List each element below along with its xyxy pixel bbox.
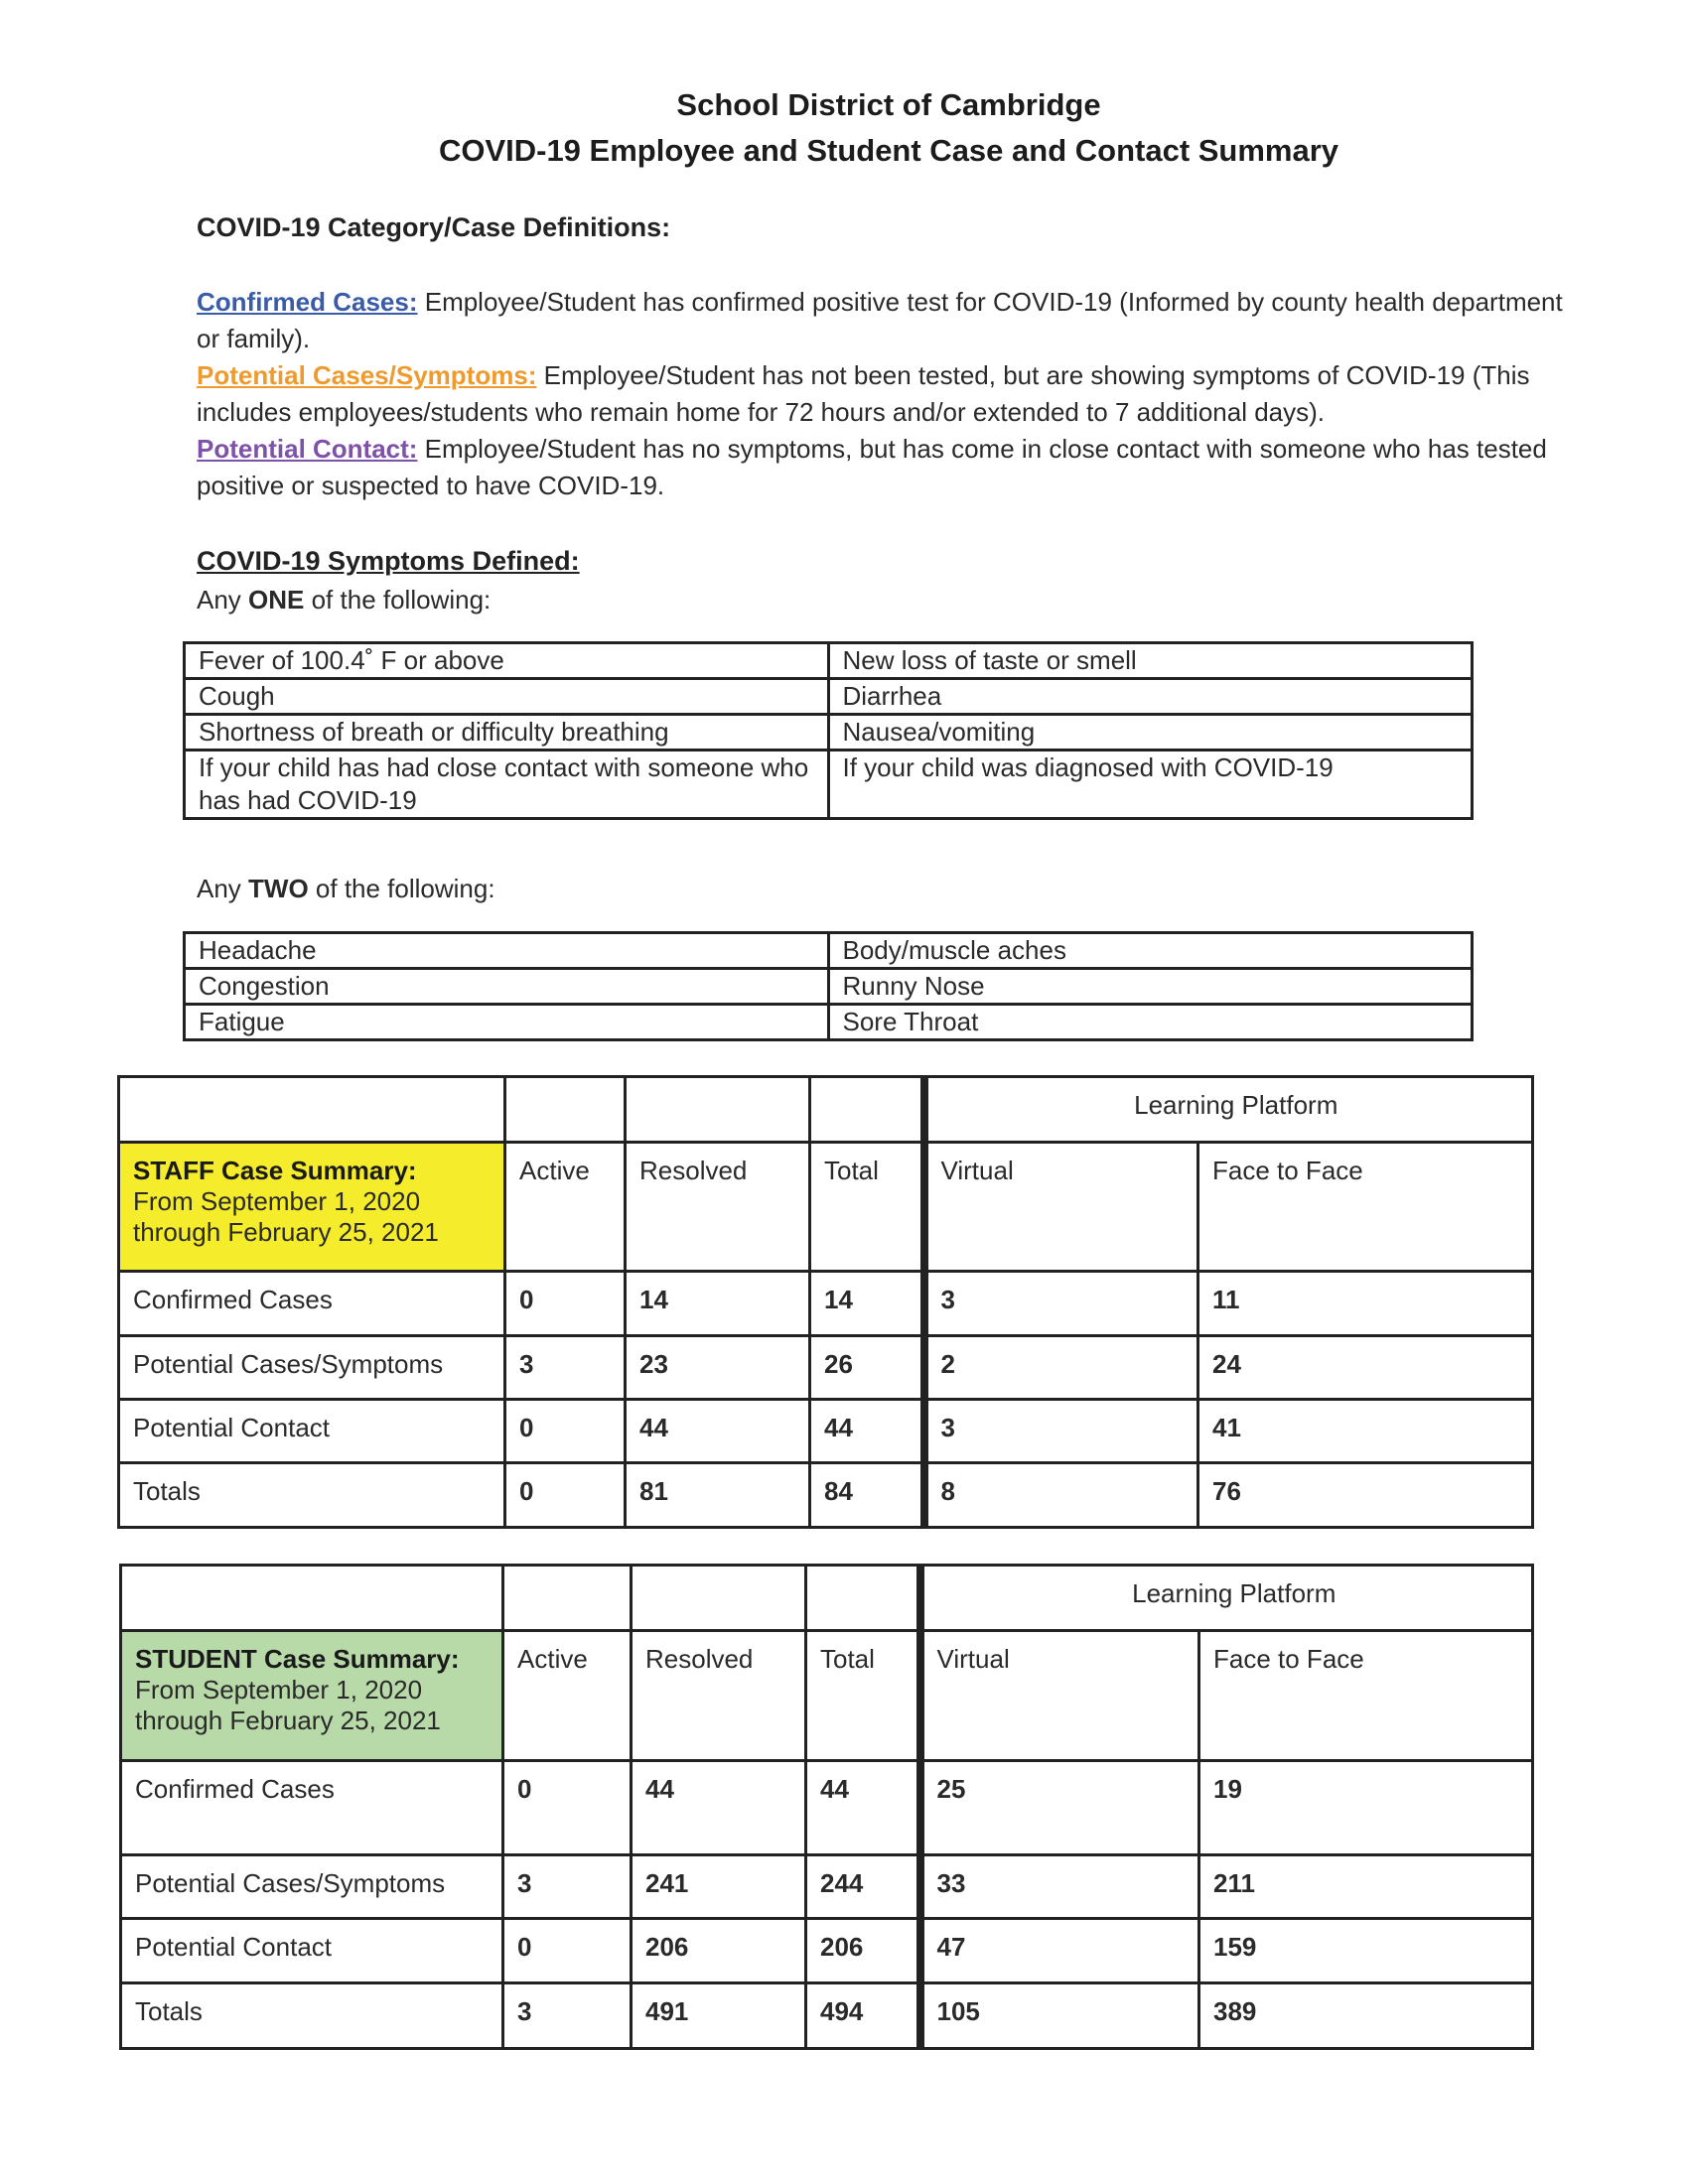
definition-term-potential-cases: Potential Cases/Symptoms: [197, 360, 537, 390]
column-header-virtual: Virtual [924, 1143, 1198, 1272]
table-cell: 389 [1199, 1983, 1533, 2049]
column-header-active: Active [505, 1143, 626, 1272]
table-row [121, 1566, 1533, 1631]
definition-text-potential-contact: Employee/Student has no symptoms, but has come in close contact with someone who has tested positive or suspected to have COVID-19. [197, 434, 1547, 500]
table-cell: 3 [505, 1336, 626, 1400]
table-cell: Body/muscle aches [828, 933, 1473, 969]
table-cell: 494 [806, 1983, 920, 2049]
staff-summary-title-bold: STAFF Case Summary: [133, 1156, 417, 1185]
any-two-label [197, 874, 495, 904]
table-cell: New loss of taste or smell [828, 643, 1473, 679]
table-cell: 3 [503, 1855, 632, 1919]
table-cell: 491 [632, 1983, 806, 2049]
table-cell: If your child has had close contact with someone who has had COVID-19 [185, 751, 829, 819]
table-cell: 44 [632, 1761, 806, 1855]
any-two-prefix: Any [197, 874, 249, 903]
column-header-virtual: Virtual [920, 1631, 1199, 1761]
table-row [185, 969, 1473, 1005]
table-cell: Cough [185, 679, 829, 715]
table-cell: 41 [1198, 1400, 1533, 1463]
table-row [119, 1272, 1533, 1336]
table-cell: Runny Nose [828, 969, 1473, 1005]
any-one-suffix: of the following: [304, 585, 492, 614]
any-one-prefix: Any [197, 585, 249, 614]
any-two-bold: TWO [248, 874, 309, 903]
row-label-totals: Totals [121, 1983, 503, 2049]
learning-platform-header: Learning Platform [924, 1077, 1533, 1143]
table-row [185, 715, 1473, 751]
staff-summary-date-from: From September 1, 2020 [133, 1186, 421, 1216]
column-header-total: Total [806, 1631, 920, 1761]
symptoms-heading: COVID-19 Symptoms Defined: [197, 546, 580, 576]
document-subtitle: COVID-19 Employee and Student Case and Contact Summary [438, 133, 1339, 168]
column-header-face-to-face: Face to Face [1199, 1631, 1533, 1761]
table-cell: 241 [632, 1855, 806, 1919]
student-summary-table [119, 1564, 1534, 2050]
table-cell: 244 [806, 1855, 920, 1919]
table-row [119, 1400, 1533, 1463]
table-cell: 14 [810, 1272, 924, 1336]
table-row [121, 1983, 1533, 2049]
staff-summary-table [117, 1075, 1534, 1529]
table-cell: 0 [505, 1463, 626, 1528]
any-one-label [197, 585, 491, 615]
symptoms-table-one [183, 641, 1474, 820]
definition-confirmed [197, 284, 1567, 357]
table-cell: 0 [505, 1272, 626, 1336]
definition-potential-contact [197, 431, 1567, 504]
table-cell: 0 [503, 1919, 632, 1983]
column-header-active: Active [503, 1631, 632, 1761]
row-label-potential-cases: Potential Cases/Symptoms [121, 1855, 503, 1919]
table-row [119, 1143, 1533, 1272]
table-row [121, 1919, 1533, 1983]
any-two-suffix: of the following: [308, 874, 495, 903]
table-row [121, 1631, 1533, 1761]
table-cell: 76 [1198, 1463, 1533, 1528]
table-cell: 24 [1198, 1336, 1533, 1400]
student-summary-date-from: From September 1, 2020 [135, 1675, 423, 1705]
table-cell: Sore Throat [828, 1005, 1473, 1040]
table-row [121, 1855, 1533, 1919]
table-row [185, 751, 1473, 819]
table-cell: 26 [810, 1336, 924, 1400]
table-cell [632, 1566, 806, 1631]
table-cell: 47 [920, 1919, 1199, 1983]
table-cell: 0 [505, 1400, 626, 1463]
definitions-list [197, 284, 1567, 504]
column-header-total: Total [810, 1143, 924, 1272]
table-cell: Diarrhea [828, 679, 1473, 715]
definition-potential-cases [197, 357, 1567, 431]
table-cell [806, 1566, 920, 1631]
student-summary-date-through: through February 25, 2021 [135, 1706, 441, 1735]
table-row [119, 1077, 1533, 1143]
symptoms-table-two [183, 931, 1474, 1041]
table-cell: 206 [806, 1919, 920, 1983]
definition-text-potential-cases: Employee/Student has not been tested, but are showing symptoms of COVID-19 (This includes employees/students who remain home for 72 hours and/or extended to 7 additional days). [197, 360, 1530, 427]
table-cell: Headache [185, 933, 829, 969]
table-cell: Fever of 100.4˚ F or above [185, 643, 829, 679]
table-cell: 0 [503, 1761, 632, 1855]
table-cell: 33 [920, 1855, 1199, 1919]
table-cell: 11 [1198, 1272, 1533, 1336]
table-row [119, 1463, 1533, 1528]
document-title: School District of Cambridge [676, 87, 1101, 122]
table-cell [810, 1077, 924, 1143]
table-cell: 44 [806, 1761, 920, 1855]
table-cell: 8 [924, 1463, 1198, 1528]
table-cell: Fatigue [185, 1005, 829, 1040]
table-cell: 44 [810, 1400, 924, 1463]
table-cell: Shortness of breath or difficulty breathing [185, 715, 829, 751]
staff-summary-title [119, 1143, 505, 1272]
column-header-resolved: Resolved [626, 1143, 810, 1272]
table-cell [626, 1077, 810, 1143]
table-cell: 3 [924, 1400, 1198, 1463]
table-cell: 81 [626, 1463, 810, 1528]
learning-platform-header: Learning Platform [920, 1566, 1533, 1631]
row-label-totals: Totals [119, 1463, 505, 1528]
table-cell: Nausea/vomiting [828, 715, 1473, 751]
definition-text-confirmed: Employee/Student has confirmed positive test for COVID-19 (Informed by county health department or family). [197, 287, 1563, 353]
table-cell: 84 [810, 1463, 924, 1528]
table-cell: 14 [626, 1272, 810, 1336]
table-cell: Congestion [185, 969, 829, 1005]
table-cell [119, 1077, 505, 1143]
table-row [185, 679, 1473, 715]
table-cell [505, 1077, 626, 1143]
table-cell: 2 [924, 1336, 1198, 1400]
table-cell: 19 [1199, 1761, 1533, 1855]
definitions-heading: COVID-19 Category/Case Definitions: [197, 212, 671, 242]
table-cell [121, 1566, 503, 1631]
table-cell: 211 [1199, 1855, 1533, 1919]
definition-term-potential-contact: Potential Contact: [197, 434, 418, 464]
table-cell: 25 [920, 1761, 1199, 1855]
table-cell: 3 [924, 1272, 1198, 1336]
row-label-confirmed: Confirmed Cases [119, 1272, 505, 1336]
table-cell: 159 [1199, 1919, 1533, 1983]
table-cell: 44 [626, 1400, 810, 1463]
table-cell [503, 1566, 632, 1631]
column-header-face-to-face: Face to Face [1198, 1143, 1533, 1272]
staff-summary-date-through: through February 25, 2021 [133, 1217, 439, 1247]
table-row [121, 1761, 1533, 1855]
student-summary-title [121, 1631, 503, 1761]
table-cell: If your child was diagnosed with COVID-19 [828, 751, 1473, 819]
definition-term-confirmed: Confirmed Cases: [197, 287, 418, 317]
table-row [119, 1336, 1533, 1400]
table-row [185, 1005, 1473, 1040]
table-row [185, 643, 1473, 679]
row-label-potential-contact: Potential Contact [119, 1400, 505, 1463]
table-cell: 105 [920, 1983, 1199, 2049]
row-label-confirmed: Confirmed Cases [121, 1761, 503, 1855]
table-cell: 3 [503, 1983, 632, 2049]
any-one-bold: ONE [248, 585, 305, 614]
row-label-potential-cases: Potential Cases/Symptoms [119, 1336, 505, 1400]
table-cell: 23 [626, 1336, 810, 1400]
row-label-potential-contact: Potential Contact [121, 1919, 503, 1983]
table-cell: 206 [632, 1919, 806, 1983]
table-row [185, 933, 1473, 969]
student-summary-title-bold: STUDENT Case Summary: [135, 1644, 460, 1674]
column-header-resolved: Resolved [632, 1631, 806, 1761]
